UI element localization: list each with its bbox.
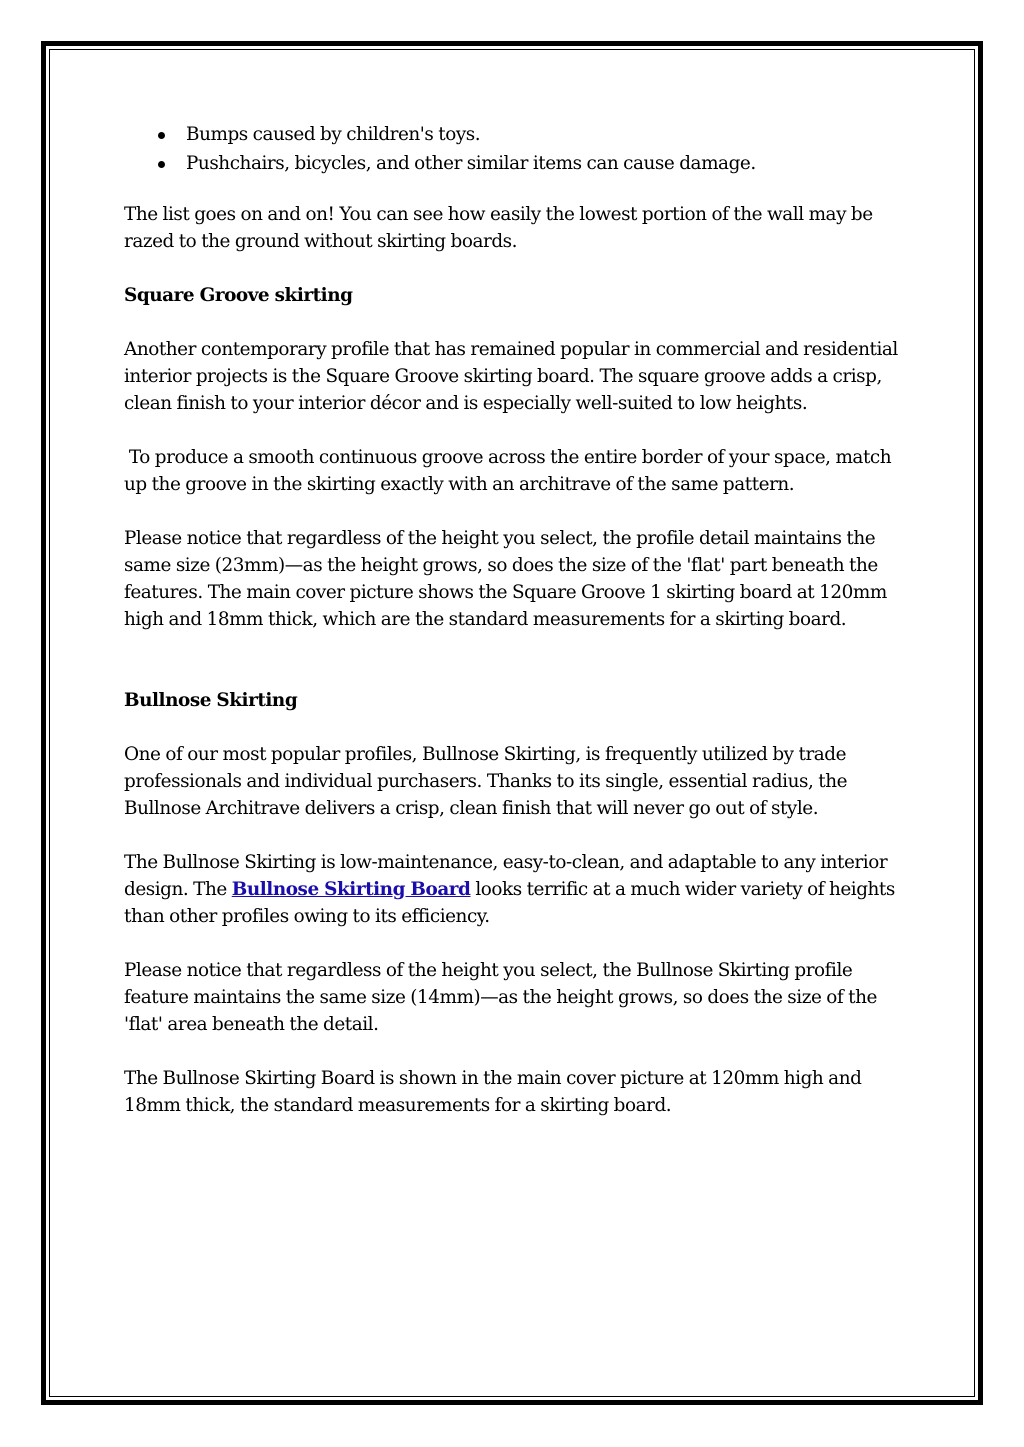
bullnose-paragraph-4: The Bullnose Skirting Board is shown in the main cover picture at 120mm high and 18mm thick, the standard measurements for a skirting board. bbox=[124, 1068, 862, 1116]
bullet-icon bbox=[158, 132, 165, 139]
bullnose-paragraph-2 bbox=[124, 849, 904, 930]
list-item-text: Pushchairs, bicycles, and other similar items can cause damage. bbox=[186, 153, 756, 174]
bullnose-heading: Bullnose Skirting bbox=[124, 690, 298, 711]
bullnose-paragraph-1: One of our most popular profiles, Bullnose Skirting, is frequently utilized by trade professionals and individual purchasers. Thanks to its single, essential radius, the Bullnose Architrave delivers a crisp, clean finish that will never go out of style. bbox=[124, 744, 848, 819]
list-item bbox=[124, 149, 904, 178]
damage-list bbox=[124, 120, 904, 178]
square-groove-paragraph-1: Another contemporary profile that has remained popular in commercial and residential interior projects is the Square Groove skirting board. The square groove adds a crisp, clean finish to your interior décor and is especially well-suited to low heights. bbox=[124, 339, 898, 414]
list-item bbox=[124, 120, 904, 149]
square-groove-paragraph-3: Please notice that regardless of the height you select, the profile detail maintains the same size (23mm)—as the height grows, so does the size of the 'flat' part beneath the features. The main cover picture shows the Square Groove 1 skirting board at 120mm high and 18mm thick, which are the standard measurements for a skirting board. bbox=[124, 528, 887, 630]
bullnose-paragraph-2-end: looks terrific at a much wider variety of heights than other profiles owing to its efficiency. bbox=[124, 879, 895, 927]
bullnose-skirting-board-link[interactable]: Bullnose Skirting Board bbox=[231, 879, 471, 900]
bullnose-paragraph-2-start: The Bullnose Skirting is low-maintenance, easy-to-clean, and adaptable to any interior design. The bbox=[124, 852, 888, 900]
bullnose-paragraph-3: Please notice that regardless of the height you select, the Bullnose Skirting profile feature maintains the same size (14mm)—as the height grows, so does the size of the 'flat' area beneath the detail. bbox=[124, 960, 877, 1035]
bullet-icon bbox=[158, 161, 165, 168]
list-item-text: Bumps caused by children's toys. bbox=[186, 124, 481, 145]
document-body bbox=[124, 120, 904, 1146]
intro-paragraph: The list goes on and on! You can see how easily the lowest portion of the wall may be razed to the ground without skirting boards. bbox=[124, 204, 873, 252]
square-groove-paragraph-2: To produce a smooth continuous groove across the entire border of your space, match up the groove in the skirting exactly with an architrave of the same pattern. bbox=[124, 447, 897, 495]
square-groove-heading: Square Groove skirting bbox=[124, 285, 353, 306]
